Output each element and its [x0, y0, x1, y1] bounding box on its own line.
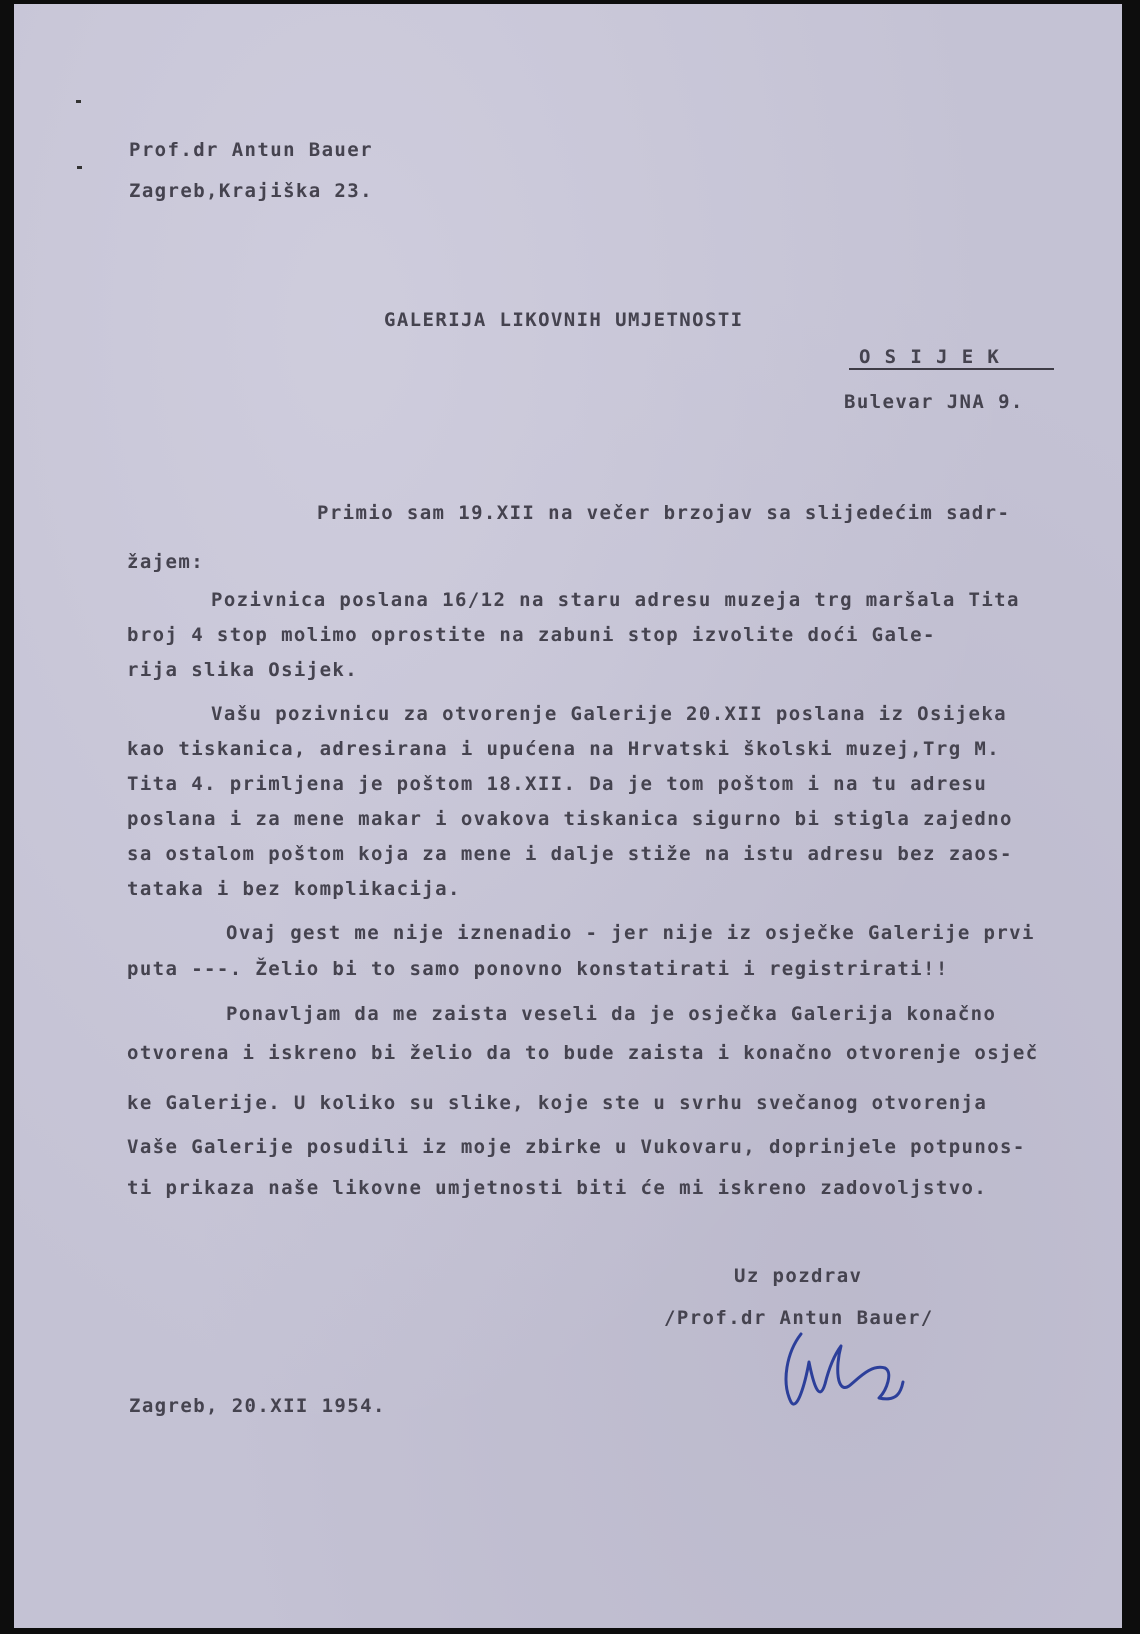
intro-line-1: Primio sam 19.XII na večer brzojav sa slijedećim sadr- — [317, 502, 1011, 524]
paragraph-3-line: ti prikaza naše likovne umjetnosti biti će mi iskreno zadovoljstvo. — [127, 1177, 988, 1199]
recipient-city: O S I J E K — [859, 346, 1001, 368]
paragraph-1-line: sa ostalom poštom koja za mene i dalje stiže na istu adresu bez zaos- — [127, 843, 1013, 865]
signature-name: /Prof.dr Antun Bauer/ — [664, 1307, 934, 1329]
letter-page — [14, 4, 1122, 1628]
intro-line-2: žajem: — [127, 551, 205, 573]
paragraph-2-line: puta ---. Želio bi to samo ponovno konstatirati i registrirati!! — [127, 958, 949, 980]
telegram-line: rija slika Osijek. — [127, 659, 359, 681]
telegram-line: Pozivnica poslana 16/12 na staru adresu muzeja trg maršala Tita — [211, 589, 1020, 611]
edge-mark — [76, 100, 81, 103]
handwritten-signature — [779, 1324, 919, 1424]
paragraph-3-line: Ponavljam da me zaista veseli da je osječka Galerija konačno — [226, 1003, 997, 1025]
paragraph-3-line: ke Galerije. U koliko su slike, koje ste u svrhu svečanog otvorenja — [127, 1092, 988, 1114]
telegram-line: broj 4 stop molimo oprostite na zabuni stop izvolite doći Gale- — [127, 624, 936, 646]
recipient-name: GALERIJA LIKOVNIH UMJETNOSTI — [384, 309, 744, 331]
paragraph-3-line: Vaše Galerije posudili iz moje zbirke u Vukovaru, doprinjele potpunos- — [127, 1136, 1026, 1158]
paragraph-1-line: poslana i za mene makar i ovakova tiskanica sigurno bi stigla zajedno — [127, 808, 1013, 830]
place-date: Zagreb, 20.XII 1954. — [129, 1395, 386, 1417]
edge-mark — [77, 166, 82, 169]
paragraph-1-line: Tita 4. primljena je poštom 18.XII. Da je tom poštom i na tu adresu — [127, 773, 988, 795]
sender-name: Prof.dr Antun Bauer — [129, 139, 373, 161]
recipient-street: Bulevar JNA 9. — [844, 391, 1024, 413]
paragraph-1-line: kao tiskanica, adresirana i upućena na Hrvatski školski muzej,Trg M. — [127, 738, 1001, 760]
paragraph-1-line: Vašu pozivnicu za otvorenje Galerije 20.XII poslana iz Osijeka — [211, 703, 1008, 725]
paragraph-3-line: otvorena i iskreno bi želio da to bude zaista i konačno otvorenje osječ — [127, 1042, 1039, 1064]
paragraph-2-line: Ovaj gest me nije iznenadio - jer nije iz osječke Galerije prvi — [226, 922, 1035, 944]
closing-text: Uz pozdrav — [734, 1265, 863, 1287]
paragraph-1-line: tataka i bez komplikacija. — [127, 878, 461, 900]
city-underline — [849, 368, 1054, 370]
sender-address: Zagreb,Krajiška 23. — [129, 180, 373, 202]
